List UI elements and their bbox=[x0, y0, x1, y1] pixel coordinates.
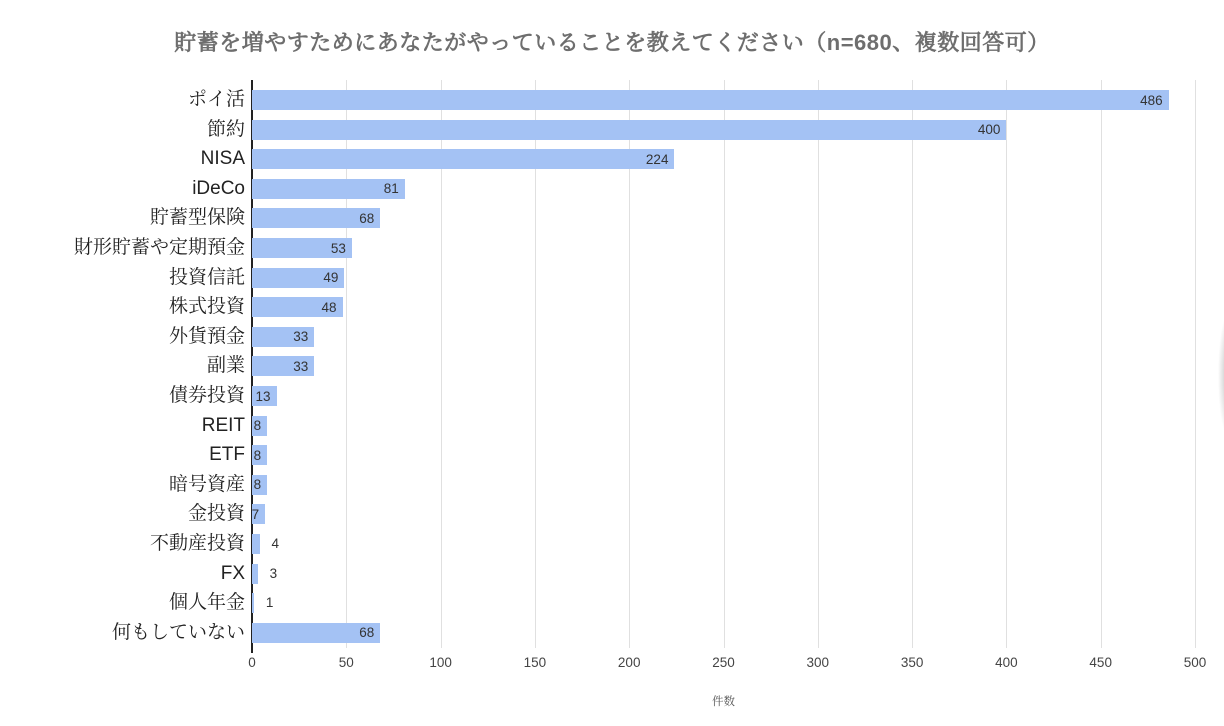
category-label: 不動産投資 bbox=[149, 533, 245, 554]
value-label: 81 bbox=[383, 181, 399, 197]
category-label: 暗号資産 bbox=[168, 473, 245, 495]
category-label: iDeCo bbox=[192, 177, 245, 199]
value-label: 8 bbox=[253, 418, 262, 434]
bar bbox=[252, 327, 314, 347]
x-tick-label: 200 bbox=[617, 655, 641, 670]
x-tick-label: 500 bbox=[1183, 655, 1207, 670]
category-label: 個人年金 bbox=[168, 592, 245, 614]
category-label: 副業 bbox=[206, 355, 245, 377]
value-label: 13 bbox=[255, 388, 271, 404]
scrollbar-thumb-shadow[interactable] bbox=[1206, 285, 1224, 465]
gridline bbox=[1006, 80, 1007, 648]
bar bbox=[252, 593, 254, 613]
bar bbox=[252, 534, 260, 554]
x-axis-label: 件数 bbox=[712, 696, 735, 708]
value-label: 53 bbox=[330, 240, 346, 256]
category-label: 何もしていない bbox=[111, 621, 245, 643]
value-label: 48 bbox=[321, 299, 337, 315]
bar bbox=[252, 504, 265, 524]
bar bbox=[252, 268, 344, 288]
category-label: 節約 bbox=[206, 118, 245, 140]
value-label: 1 bbox=[265, 595, 274, 611]
bar bbox=[252, 356, 314, 376]
value-label: 49 bbox=[323, 270, 339, 286]
bar bbox=[252, 238, 352, 258]
category-label: NISA bbox=[200, 148, 245, 170]
value-label: 7 bbox=[251, 506, 260, 522]
x-tick-label: 100 bbox=[429, 655, 452, 670]
bar bbox=[252, 386, 277, 406]
category-label: FX bbox=[220, 562, 245, 584]
category-label: ポイ活 bbox=[187, 89, 245, 110]
x-tick-label: 150 bbox=[523, 655, 547, 670]
x-tick-label: 400 bbox=[995, 655, 1018, 670]
bar bbox=[252, 416, 267, 436]
x-tick-label: 450 bbox=[1089, 655, 1112, 670]
bar bbox=[252, 149, 674, 169]
bar bbox=[252, 297, 343, 317]
gridline bbox=[1101, 80, 1102, 648]
category-label: 貯蓄型保険 bbox=[149, 207, 245, 229]
category-label: 投資信託 bbox=[168, 266, 245, 288]
category-label: ETF bbox=[209, 444, 245, 466]
category-label: 株式投資 bbox=[168, 296, 245, 318]
value-label: 68 bbox=[359, 210, 375, 226]
value-label: 33 bbox=[293, 329, 309, 345]
bar bbox=[252, 623, 380, 643]
category-label: 財形貯蓄や定期預金 bbox=[73, 237, 245, 258]
x-tick-label: 0 bbox=[248, 655, 256, 670]
gridline bbox=[724, 80, 725, 648]
x-tick-label: 300 bbox=[806, 655, 830, 670]
category-label: 金投資 bbox=[187, 503, 245, 525]
gridline bbox=[912, 80, 913, 648]
value-label: 68 bbox=[359, 625, 375, 641]
bar bbox=[252, 564, 258, 584]
value-label: 8 bbox=[253, 477, 262, 493]
bar bbox=[252, 208, 380, 228]
category-label: 債券投資 bbox=[168, 385, 245, 406]
value-label: 486 bbox=[1140, 92, 1163, 108]
x-tick-label: 350 bbox=[900, 655, 924, 670]
bar bbox=[252, 475, 267, 495]
category-label: 外貨預金 bbox=[168, 325, 245, 347]
bar bbox=[252, 179, 405, 199]
value-label: 4 bbox=[271, 536, 280, 551]
gridline bbox=[1195, 80, 1196, 648]
gridline bbox=[818, 80, 819, 648]
x-tick-label: 250 bbox=[712, 655, 735, 670]
value-label: 3 bbox=[269, 565, 278, 581]
x-tick-label: 50 bbox=[338, 655, 354, 670]
bar bbox=[252, 90, 1169, 110]
bar bbox=[252, 120, 1006, 140]
value-label: 400 bbox=[977, 122, 1001, 138]
value-label: 224 bbox=[645, 151, 669, 167]
value-label: 33 bbox=[293, 358, 309, 374]
bar bbox=[252, 445, 267, 465]
category-label: REIT bbox=[201, 414, 245, 436]
chart-title: 貯蓄を増やすためにあなたがやっていることを教えてください（n=680、複数回答可） bbox=[174, 30, 1050, 55]
value-label: 8 bbox=[253, 447, 262, 463]
